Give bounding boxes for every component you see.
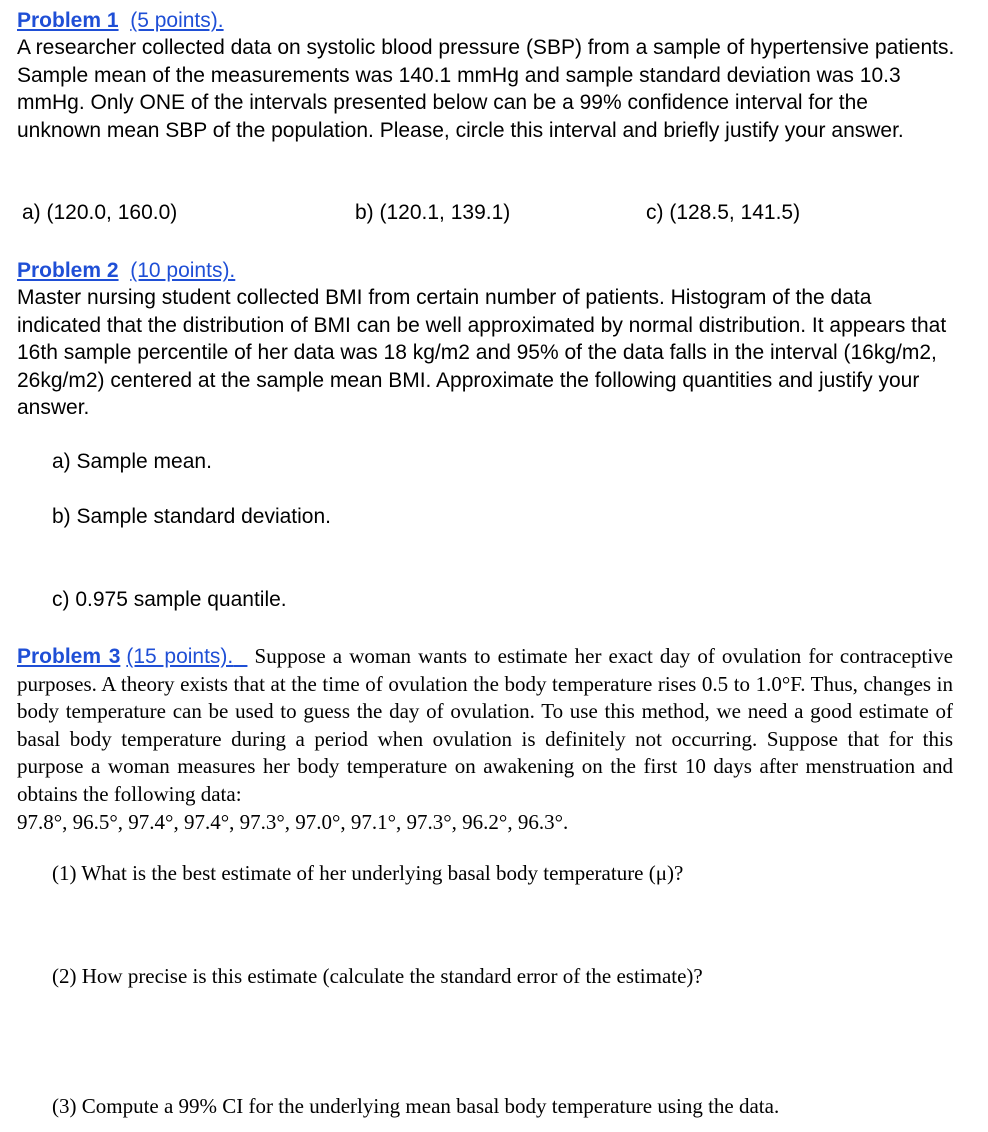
problem-1-body: A researcher collected data on systolic blood pressure (SBP) from a sample of hypertensive patients. Sample mean of the measurements was 140.1 mmHg and sample standard deviation was 10.3 mmHg. Only ONE of the intervals presented below can be a 99% confidence interval for the unknown mean SBP of the population. Please, circle this interval and briefly justify your answer. <box>17 36 955 142</box>
problem-2-title-link[interactable]: Problem 2 <box>17 259 119 282</box>
problem-1-title-link[interactable]: Problem 1 <box>17 9 119 32</box>
problem-3-data: 97.8°, 96.5°, 97.4°, 97.4°, 97.3°, 97.0°, 97.1°, 97.3°, 96.2°, 96.3°. <box>17 809 569 834</box>
problem-1 <box>17 7 957 144</box>
problem-3-question-2: (2) How precise is this estimate (calculate the standard error of the estimate)? <box>52 964 703 988</box>
problem-2-item-b: b) Sample standard deviation. <box>52 505 331 528</box>
problem-2-heading <box>17 257 957 284</box>
problem-3-question-3: (3) Compute a 99% CI for the underlying mean basal body temperature using the data. <box>52 1094 780 1118</box>
problem-1-heading <box>17 7 957 34</box>
problem-2-item-c: c) 0.975 sample quantile. <box>52 588 287 611</box>
problem-1-option-b: b) (120.1, 139.1) <box>355 201 511 224</box>
problem-3-title-link[interactable]: Problem 3 <box>17 645 121 668</box>
problem-1-option-c: c) (128.5, 141.5) <box>646 201 801 224</box>
problem-2-points-link[interactable]: (10 points). <box>130 259 236 282</box>
problem-1-points-link[interactable]: (5 points). <box>130 9 224 32</box>
problem-3-body-paragraph <box>17 643 953 836</box>
problem-3-question-1: (1) What is the best estimate of her underlying basal body temperature (μ)? <box>52 861 684 885</box>
problem-2 <box>17 257 957 422</box>
problem-3-body: Suppose a woman wants to estimate her exact day of ovulation for contraceptive purposes. A theory exists that at the time of ovulation the body temperature rises 0.5 to 1.0°F. Thus, changes in body temperature can be used to guess the day of ovulation. To use this method, we need a good estimate of basal body temperature during a period when ovulation is definitely not occurring. Suppose that for this purpose a woman measures her body temperature on awakening on the first 10 days after menstruation and obtains the following data: <box>17 644 953 806</box>
problem-1-option-a: a) (120.0, 160.0) <box>22 201 178 224</box>
problem-2-body: Master nursing student collected BMI from certain number of patients. Histogram of the data indicated that the distribution of BMI can be well approximated by normal distribution. It appears that 16th sample percentile of her data was 18 kg/m2 and 95% of the data falls in the interval (16kg/m2, 26kg/m2) centered at the sample mean BMI. Approximate the following quantities and justify your answer. <box>17 286 947 420</box>
problem-3-points-link[interactable]: (15 points). <box>126 645 234 668</box>
problem-3-link-gap <box>233 644 247 668</box>
problem-2-item-a: a) Sample mean. <box>52 450 212 473</box>
problem-3 <box>17 643 953 836</box>
